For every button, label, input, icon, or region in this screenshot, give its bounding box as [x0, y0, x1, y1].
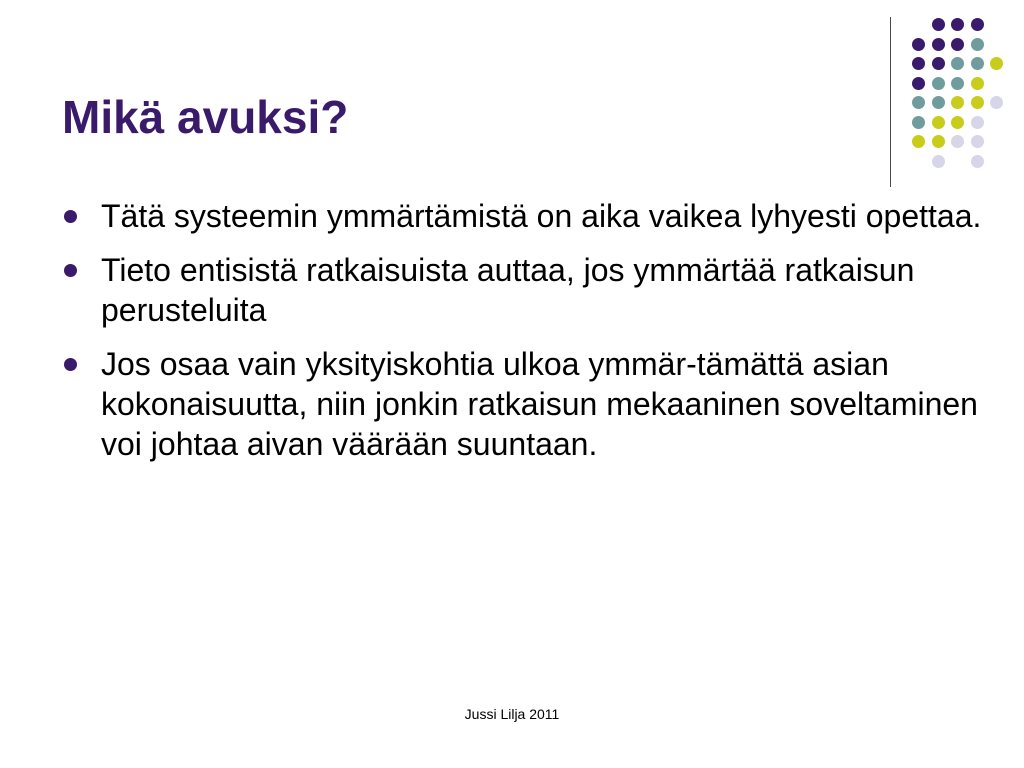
decorative-dot: [932, 57, 945, 70]
decorative-dot: [912, 77, 925, 90]
decorative-dot: [932, 155, 945, 168]
decorative-dot: [971, 135, 984, 148]
decorative-dot: [951, 135, 964, 148]
title-divider-line: [890, 17, 891, 187]
bullet-text: Tätä systeemin ymmärtämistä on aika vaikea lyhyesti opettaa.: [101, 198, 982, 234]
decorative-dot: [971, 96, 984, 109]
decorative-dot: [912, 38, 925, 51]
decorative-dot: [951, 116, 964, 129]
slide-footer: Jussi Lilja 2011: [464, 706, 560, 722]
bullet-dot-icon: [64, 358, 77, 371]
bullet-dot-icon: [64, 210, 77, 223]
decorative-dot: [971, 57, 984, 70]
decorative-dot: [971, 116, 984, 129]
bullet-list: [62, 196, 982, 478]
bullet-item: [62, 196, 982, 236]
decorative-dot: [971, 77, 984, 90]
decorative-dot: [912, 57, 925, 70]
decorative-dot: [971, 18, 984, 31]
decorative-dot: [912, 135, 925, 148]
decorative-dot: [971, 38, 984, 51]
bullet-dot-icon: [64, 264, 77, 277]
decorative-dot: [951, 96, 964, 109]
decorative-dot: [932, 18, 945, 31]
decorative-dot: [951, 38, 964, 51]
decorative-dot: [912, 116, 925, 129]
decorative-dot: [951, 57, 964, 70]
decorative-dot: [932, 116, 945, 129]
bullet-item: [62, 250, 982, 330]
decorative-dot: [932, 38, 945, 51]
decorative-dot: [971, 155, 984, 168]
bullet-item: [62, 344, 982, 464]
decorative-dot: [951, 77, 964, 90]
decorative-dot: [912, 96, 925, 109]
bullet-text: Tieto entisistä ratkaisuista auttaa, jos ymmärtää ratkaisun perusteluita: [101, 252, 915, 328]
decorative-dot: [951, 18, 964, 31]
slide-title: Mikä avuksi?: [62, 91, 349, 143]
decorative-dot: [990, 57, 1003, 70]
decorative-dot: [990, 96, 1003, 109]
decorative-dot: [932, 135, 945, 148]
decorative-dot: [932, 96, 945, 109]
bullet-text: Jos osaa vain yksityiskohtia ulkoa ymmär-tämättä asian kokonaisuutta, niin jonkin ratkaisun mekaaninen soveltaminen voi johtaa aivan väärään suuntaan.: [101, 346, 978, 462]
decorative-dot: [932, 77, 945, 90]
